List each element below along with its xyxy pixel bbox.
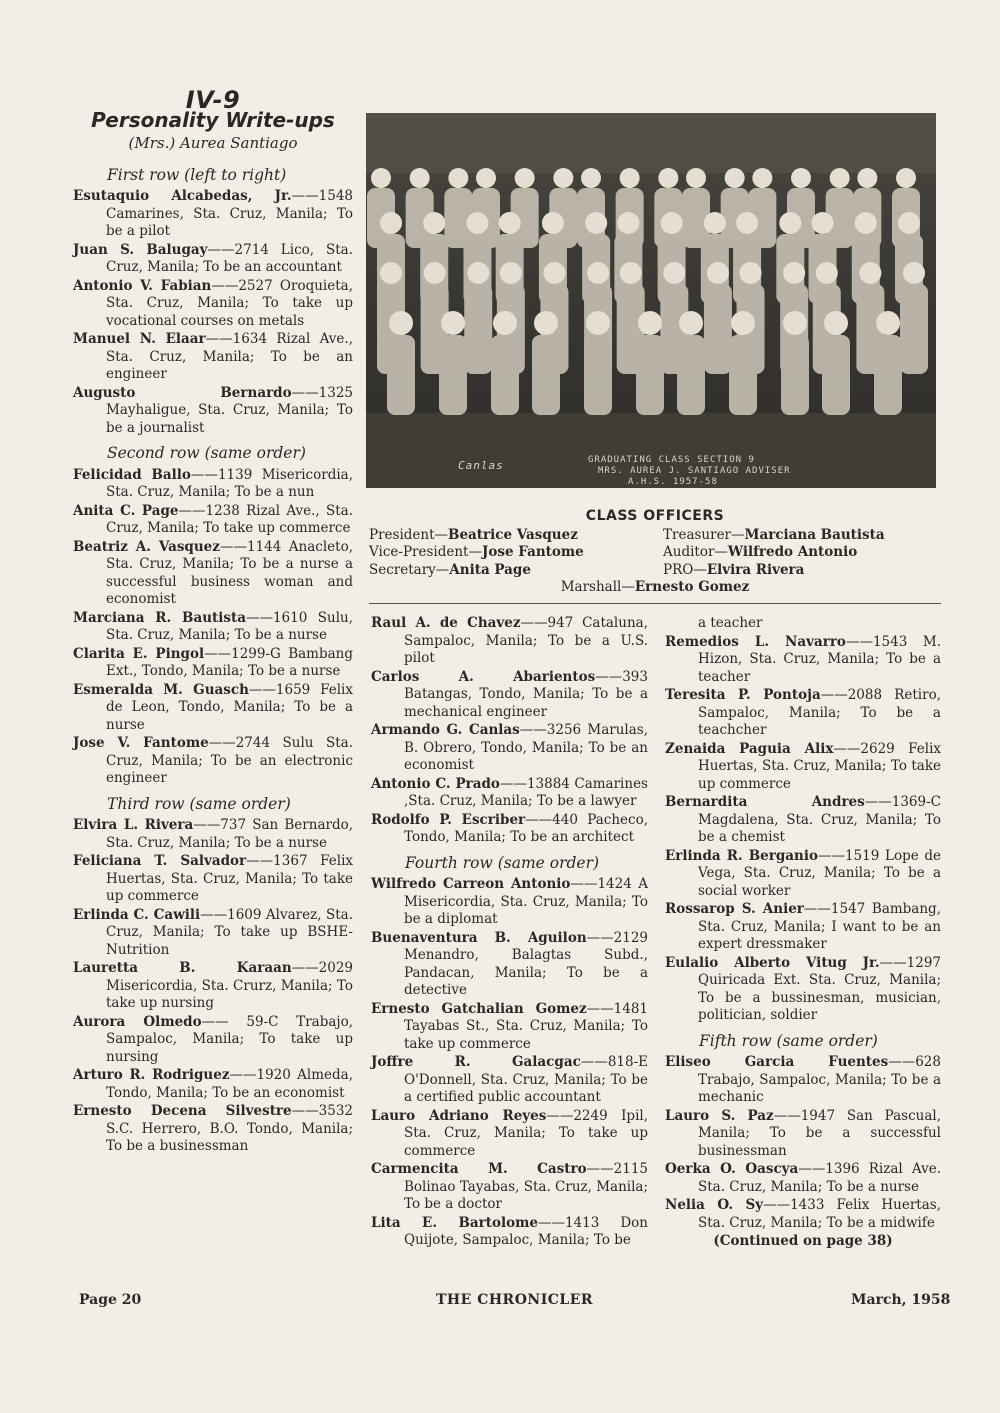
photo-face: [448, 168, 468, 188]
officer-name: Jose Fantome: [481, 544, 584, 560]
student-name: Oerka O. Oascya: [665, 1161, 799, 1177]
photo-face: [586, 311, 610, 335]
officer-row: [369, 544, 941, 562]
student-details: ——1609 Alvarez, Sta. Cruz, Manila; To take up BSHE-Nutrition: [106, 906, 353, 958]
photo-face: [424, 262, 446, 284]
student-name: Rodolfo P. Escriber: [371, 811, 526, 828]
photo-face: [679, 311, 703, 335]
photo-face: [725, 168, 745, 188]
photo-face: [791, 168, 811, 188]
officer-role: PRO—: [663, 561, 707, 578]
student-entry: [371, 776, 648, 811]
photo-face: [658, 168, 678, 188]
officer-row: [369, 527, 941, 545]
student-details: ——2129 Menandro, Balagtas Subd., Pandacan, Manila; To be a detective: [404, 929, 648, 998]
class-photo-image: [366, 113, 936, 488]
photo-face: [896, 168, 916, 188]
student-details: ——1947 San Pascual, Manila; To be a successful businessman: [698, 1107, 941, 1159]
student-details: ——1548 Camarines, Sta. Cruz, Manila; To be a pilot: [106, 188, 353, 239]
student-details: ——628 Trabajo, Sampaloc, Manila; To be a mechanic: [698, 1054, 941, 1105]
photo-face: [380, 212, 402, 234]
student-entry: [73, 467, 353, 502]
photo-face: [704, 212, 726, 234]
student-entry: [371, 615, 648, 668]
student-name: Carmencita M. Castro: [371, 1161, 587, 1177]
student-entry: [665, 955, 941, 1025]
photo-face: [499, 212, 521, 234]
student-name: Nelia O. Sy: [665, 1197, 764, 1213]
student-details: ——1396 Rizal Ave. Sta. Cruz, Manila; To be a nurse: [698, 1161, 941, 1195]
photo-signature: Canlas: [458, 459, 504, 472]
student-details: ——1547 Bambang, Sta. Cruz, Manila; I want to be an expert dressmaker: [698, 901, 941, 952]
student-entry: [371, 930, 648, 1000]
photo-figure: [822, 335, 850, 415]
photo-caption-line1: GRADUATING CLASS SECTION 9: [588, 455, 755, 465]
page-title: Personality Write-ups: [91, 107, 335, 132]
student-entry: [371, 1054, 648, 1107]
student-name: Armando G. Canlas: [371, 722, 520, 738]
student-entry: [73, 735, 353, 788]
officer-name: Wilfredo Antonio: [727, 544, 858, 560]
student-details: ——2115 Bolinao Tayabas, Sta. Cruz, Manila; To be a doctor: [404, 1161, 649, 1212]
student-entry: [73, 539, 353, 609]
photo-face: [587, 262, 609, 284]
photo-figure: [677, 335, 705, 415]
student-entry: [371, 1215, 648, 1250]
photo-face: [855, 212, 877, 234]
student-details: ——1424 A Misericordia, Sta. Cruz, Manila; To be a diplomat: [404, 876, 649, 927]
photo-face: [389, 311, 413, 335]
student-entry: [665, 794, 941, 847]
student-entry: [371, 1161, 648, 1214]
student-name: Feliciana T. Salvador: [73, 853, 247, 869]
photo-figure: [704, 284, 732, 374]
student-details: ——1543 M. Hizon, Sta. Cruz, Manila; To be a teacher: [698, 633, 942, 685]
student-entry: [371, 669, 648, 722]
student-name: Eulalio Alberto Vitug Jr.: [665, 954, 880, 971]
student-name: Erlinda R. Berganio: [665, 847, 818, 864]
column-left-entries: [73, 167, 353, 1156]
issue-date: March, 1958: [851, 1292, 951, 1308]
photo-face: [686, 168, 706, 188]
student-name: Eliseo Garcia Fuentes: [665, 1054, 889, 1070]
student-entry: [371, 1001, 648, 1054]
column-middle: [371, 615, 648, 1251]
student-details: ——1634 Rizal Ave., Sta. Cruz, Manila; To be an engineer: [106, 331, 353, 382]
student-details: ——2088 Retiro, Sampaloc, Manila; To be a teachcher: [698, 687, 941, 738]
photo-face: [581, 168, 601, 188]
student-entry: [73, 907, 353, 960]
student-entry: [73, 385, 353, 438]
student-entry: [73, 646, 353, 681]
photo-face: [736, 212, 758, 234]
photo-figure: [729, 335, 757, 415]
class-photo: [366, 113, 936, 488]
student-entry: [665, 687, 941, 740]
student-name: Joffre R. Galacgac: [371, 1054, 581, 1070]
row-subheading: Third row (same order): [107, 794, 291, 813]
row-subheading: First row (left to right): [107, 165, 287, 184]
student-entry: [73, 610, 353, 645]
student-entry: [665, 1197, 941, 1232]
photo-face: [752, 168, 772, 188]
photo-figure: [781, 335, 809, 415]
column-right: [665, 615, 941, 1251]
student-details: ——1920 Almeda, Tondo, Manila; To be an economist: [106, 1067, 353, 1101]
student-details: ——13884 Camarines ,Sta. Cruz, Manila; To be a lawyer: [404, 775, 648, 809]
student-entry: [73, 853, 353, 906]
page-number: Page 20: [79, 1292, 142, 1308]
officer-role: Vice-President—: [369, 544, 482, 560]
photo-face: [493, 311, 517, 335]
officer-marshall: Marshall—Ernesto Gomez: [560, 579, 750, 595]
student-name: Carlos A. Abarientos: [371, 668, 596, 685]
photo-figure: [491, 335, 519, 415]
photo-figure: [439, 335, 467, 415]
student-name: Rossarop S. Anier: [665, 901, 804, 917]
photo-face: [638, 311, 662, 335]
photo-face: [410, 168, 430, 188]
student-name: Beatriz A. Vasquez: [73, 538, 220, 555]
student-name: Elvira L. Rivera: [73, 817, 194, 833]
student-name: Esmeralda M. Guasch: [73, 681, 249, 698]
student-entry: [73, 817, 353, 852]
student-details: ——2527 Oroquieta, Sta. Cruz, Manila; To take up vocational courses on metals: [106, 277, 353, 329]
officer-role: President—: [369, 526, 449, 543]
officer-name: Anita Page: [449, 561, 531, 578]
student-details: ——393 Batangas, Tondo, Manila; To be a mechanical engineer: [404, 668, 648, 720]
student-details: ——2029 Misericordia, Sta. Crurz, Manila; To take up nursing: [106, 960, 353, 1011]
student-details: ——1297 Quiricada Ext. Sta. Cruz, Manila; To be a bussinesman, musician, politician, soldier: [698, 954, 941, 1023]
photo-face: [903, 262, 925, 284]
student-details: ——2249 Ipil, Sta. Cruz, Manila; To take up commerce: [404, 1107, 648, 1159]
photo-face: [859, 262, 881, 284]
photo-face: [779, 212, 801, 234]
row-subheading: Fourth row (same order): [405, 853, 600, 872]
photo-face: [663, 262, 685, 284]
student-entry: [73, 1014, 353, 1067]
student-name: Clarita E. Pingol: [73, 645, 205, 662]
student-details: ——818-E O'Donnell, Sta. Cruz, Manila; To be a certified public accountant: [404, 1054, 648, 1105]
student-details: ——440 Pacheco, Tondo, Manila; To be an architect: [404, 811, 649, 845]
photo-face: [542, 212, 564, 234]
photo-face: [617, 212, 639, 234]
student-details: ——1433 Felix Huertas, Sta. Cruz, Manila; To be a midwife: [698, 1197, 941, 1231]
photo-figure: [636, 335, 664, 415]
student-name: Aurora Olmedo: [73, 1013, 202, 1030]
row-subheading: Second row (same order): [107, 444, 306, 462]
student-name: Esutaquio Alcabedas, Jr.: [73, 188, 292, 204]
photo-figure: [532, 335, 560, 415]
student-entry: [73, 960, 353, 1013]
class-officers: [369, 508, 941, 597]
photo-face: [783, 311, 807, 335]
student-name: Erlinda C. Cawili: [73, 906, 201, 923]
student-entry: [665, 901, 941, 954]
student-entry: [73, 1103, 353, 1156]
photo-face: [731, 311, 755, 335]
student-entry: [665, 1161, 941, 1196]
photo-face: [534, 311, 558, 335]
student-name: Raul A. de Chavez: [371, 615, 521, 631]
student-details: ——1413 Don Quijote, Sampaloc, Manila; To be: [404, 1214, 648, 1248]
photo-figure: [584, 335, 612, 415]
student-entry: [73, 503, 353, 538]
photo-face: [812, 212, 834, 234]
photo-face: [661, 212, 683, 234]
student-name: Ernesto Decena Silvestre: [73, 1103, 292, 1119]
student-entry: [371, 722, 648, 775]
student-entry: [665, 1054, 941, 1107]
photo-face: [466, 212, 488, 234]
student-name: Lauretta B. Karaan: [73, 960, 292, 976]
photo-face: [707, 262, 729, 284]
photo-face: [476, 168, 496, 188]
student-details: ——1367 Felix Huertas, Sta. Cruz, Manila; To take up commerce: [106, 853, 354, 904]
continued-note: (Continued on page 38): [713, 1233, 893, 1249]
student-name: Augusto Bernardo: [73, 384, 292, 401]
student-entry: [665, 848, 941, 901]
student-details: ——1325 Mayhaligue, Sta. Cruz, Manila; To be a journalist: [106, 384, 353, 436]
officer-role: Secretary—: [369, 561, 450, 578]
student-name: Felicidad Ballo: [73, 466, 191, 483]
student-details: —— 59-C Trabajo, Sampaloc, Manila; To take up nursing: [106, 1013, 354, 1065]
photo-figure: [900, 284, 928, 374]
photo-figure: [464, 284, 492, 374]
photo-face: [857, 168, 877, 188]
photo-face: [876, 311, 900, 335]
student-details: ——2714 Lico, Sta. Cruz, Manila; To be an accountant: [106, 241, 354, 275]
entry-continuation: a teacher: [698, 615, 763, 631]
officer-role: Treasurer—: [663, 526, 745, 543]
student-name: Manuel N. Elaar: [73, 331, 206, 347]
officer-name: Marciana Bautista: [744, 526, 885, 543]
student-name: Lauro S. Paz: [665, 1107, 774, 1124]
student-details: ——1610 Sulu, Sta. Cruz, Manila; To be a nurse: [106, 609, 353, 643]
student-details: ——2629 Felix Huertas, Sta. Cruz, Manila; To take up commerce: [698, 740, 942, 792]
row-subheading: Fifth row (same order): [699, 1031, 878, 1050]
student-name: Arturo R. Rodriguez: [73, 1067, 230, 1083]
student-details: ——1659 Felix de Leon, Tondo, Manila; To be a nurse: [106, 681, 353, 733]
student-details: ——947 Cataluna, Sampaloc, Manila; To be a U.S. pilot: [404, 615, 648, 666]
student-details: ——1139 Misericordia, Sta. Cruz, Manila; To be a nun: [106, 466, 353, 500]
column-left: [73, 86, 354, 1157]
officer-name: Beatrice Vasquez: [448, 526, 578, 543]
student-name: Buenaventura B. Aguilon: [371, 929, 587, 946]
photo-face: [783, 262, 805, 284]
student-details: ——2744 Sulu Sta. Cruz, Manila; To be an electronic engineer: [106, 735, 353, 786]
student-details: ——1369-C Magdalena, Sta. Cruz, Manila; To be a chemist: [698, 794, 941, 845]
student-name: Marciana R. Bautista: [73, 609, 246, 626]
student-name: Zenaida Paguia Alix: [665, 740, 834, 757]
photo-face: [467, 262, 489, 284]
student-entry: [371, 812, 648, 847]
student-name: Lauro Adriano Reyes: [371, 1107, 547, 1124]
photo-face: [816, 262, 838, 284]
student-entry: [371, 1108, 648, 1161]
student-details: ——3532 S.C. Herrero, B.O. Tondo, Manila; To be a businessman: [106, 1103, 353, 1154]
student-name: Lita E. Bartolome: [371, 1214, 538, 1231]
student-entry: [665, 741, 941, 794]
publication-name: THE CHRONICLER: [436, 1292, 594, 1308]
student-details: ——1238 Rizal Ave., Sta. Cruz, Manila; To take up commerce: [106, 502, 353, 536]
student-details: ——1519 Lope de Vega, Sta. Cruz, Manila; To be a social worker: [698, 847, 941, 899]
photo-face: [515, 168, 535, 188]
student-name: Ernesto Gatchalian Gomez: [371, 1000, 587, 1017]
student-name: Antonio C. Prado: [371, 775, 500, 792]
photo-figure: [387, 335, 415, 415]
student-entry: [73, 188, 353, 241]
officer-name: Elvira Rivera: [706, 561, 805, 578]
photo-face: [543, 262, 565, 284]
student-name: Bernardita Andres: [665, 794, 865, 810]
student-entry: [73, 1067, 353, 1102]
student-entry: [73, 682, 353, 735]
student-details: ——737 San Bernardo, Sta. Cruz, Manila; To be a nurse: [106, 817, 354, 851]
photo-face: [585, 212, 607, 234]
photo-face: [830, 168, 850, 188]
student-name: Juan S. Balugay: [73, 241, 208, 258]
officer-role: Auditor—: [663, 544, 728, 560]
class-officers-heading: CLASS OFFICERS: [585, 508, 725, 524]
photo-face: [423, 212, 445, 234]
student-entry: [73, 242, 353, 277]
student-name: Wilfredo Carreon Antonio: [371, 876, 571, 892]
student-details: ——3256 Marulas, B. Obrero, Tondo, Manila; To be an economist: [404, 722, 648, 773]
student-entry: [665, 634, 941, 687]
section-heading: IV-9: [185, 86, 241, 114]
photo-face: [740, 262, 762, 284]
photo-caption-line2: MRS. AUREA J. SANTIAGO ADVISER: [598, 466, 791, 476]
photo-face: [620, 262, 642, 284]
student-details: ——1299-G Bambang Ext., Tondo, Manila; To be a nurse: [106, 645, 353, 679]
student-name: Jose V. Fantome: [73, 735, 209, 751]
photo-face: [441, 311, 465, 335]
photo-face: [553, 168, 573, 188]
photo-face: [620, 168, 640, 188]
student-details: ——1144 Anacleto, Sta. Cruz, Manila; To be a nurse a successful business woman and economist: [106, 538, 353, 607]
photo-face: [380, 262, 402, 284]
student-name: Teresita P. Pontoja: [665, 687, 821, 703]
student-name: Anita C. Page: [73, 502, 179, 519]
photo-figure: [874, 335, 902, 415]
photo-face: [824, 311, 848, 335]
photo-caption-line3: A.H.S. 1957-58: [628, 477, 718, 487]
student-name: Remedios L. Navarro: [665, 633, 846, 650]
student-entry: [73, 278, 353, 331]
student-entry: [371, 876, 648, 929]
officer-row: [369, 562, 941, 580]
photo-face: [500, 262, 522, 284]
photo-face: [898, 212, 920, 234]
section-divider: [369, 603, 941, 604]
photo-face: [371, 168, 391, 188]
student-entry: [665, 1108, 941, 1161]
adviser-name: (Mrs.) Aurea Santiago: [128, 134, 298, 152]
student-name: Antonio V. Fabian: [73, 277, 212, 294]
student-entry: [73, 331, 353, 384]
student-details: ——1481 Tayabas St., Sta. Cruz, Manila; To take up commerce: [404, 1000, 648, 1052]
